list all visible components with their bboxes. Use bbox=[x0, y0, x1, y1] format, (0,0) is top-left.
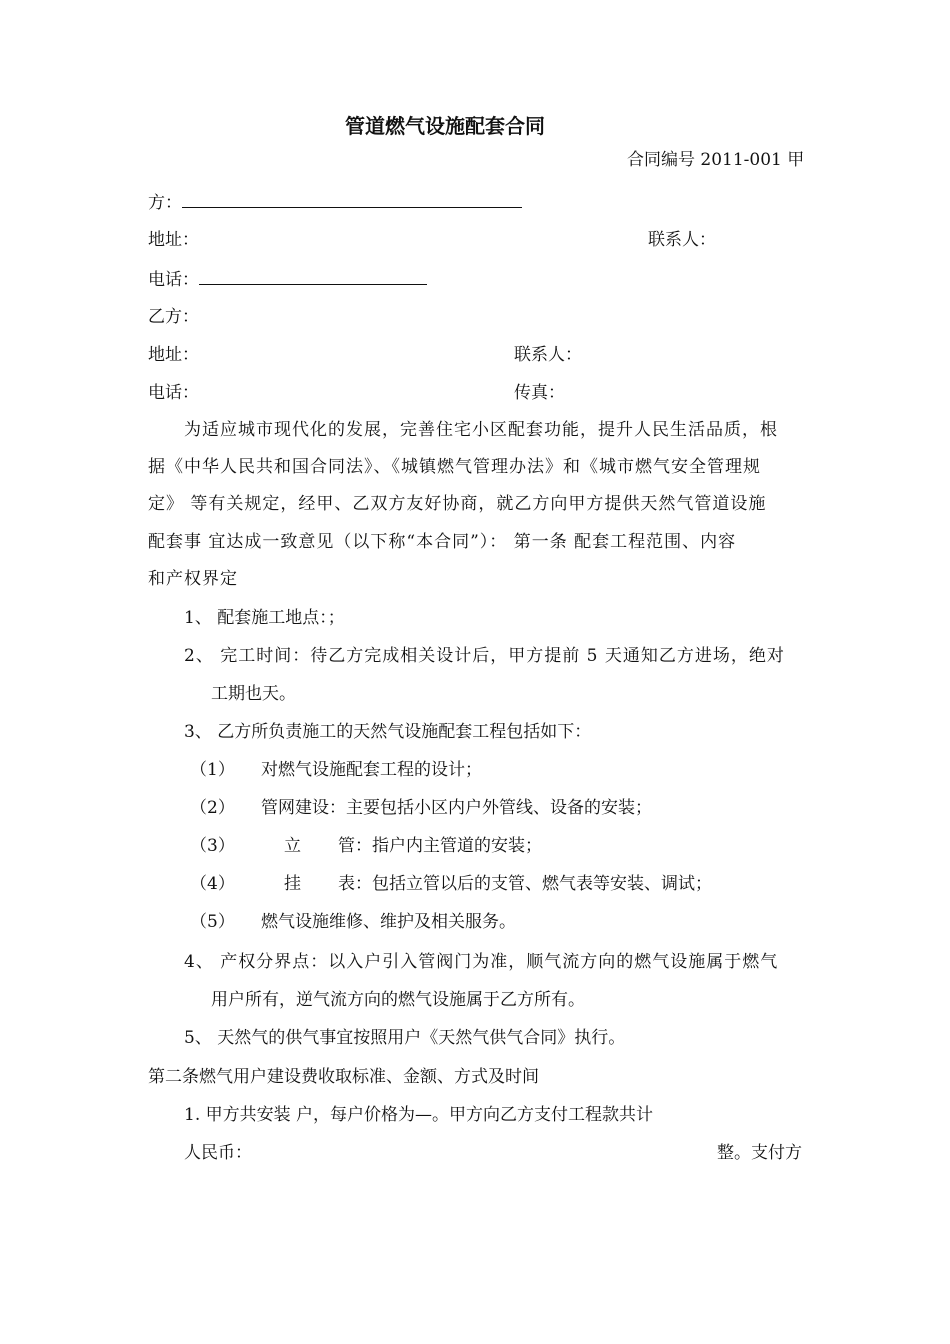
party-a-address-label: 地址： bbox=[148, 230, 199, 250]
subitem-1-number: （1） bbox=[190, 760, 235, 780]
party-b-phone-label: 电话： bbox=[148, 383, 199, 403]
subitem-5-text: 燃气设施维修、维护及相关服务。 bbox=[261, 912, 516, 932]
subitem-4-number: （4） bbox=[190, 874, 235, 894]
subitem-2-number: （2） bbox=[190, 798, 235, 818]
subitem-5-number: （5） bbox=[190, 912, 235, 932]
article-2-clause-1: 1. 甲方共安装 户，每户价格为—。甲方向乙方支付工程款共计 bbox=[184, 1105, 654, 1125]
subitem-3-text: 管：指户内主管道的安装； bbox=[338, 836, 542, 856]
intro-line-4: 配套事 宜达成一致意见（以下称“本合同”）： 第一条 配套工程范围、内容 bbox=[148, 532, 737, 552]
party-a-phone-blank[interactable] bbox=[199, 266, 427, 285]
item-2-line-1: 2、 完工时间：待乙方完成相关设计后，甲方提前 5 天通知乙方进场，绝对 bbox=[184, 646, 785, 666]
party-b-name-label: 乙方： bbox=[148, 307, 199, 327]
contract-number: 合同编号 2011-001 甲 bbox=[627, 150, 805, 170]
party-b-fax-label: 传真： bbox=[514, 383, 565, 403]
party-a-contact-label: 联系人： bbox=[648, 230, 716, 250]
subitem-3-number: （3） bbox=[190, 836, 235, 856]
intro-line-5: 和产权界定 bbox=[148, 569, 238, 589]
subitem-1-text: 对燃气设施配套工程的设计； bbox=[261, 760, 482, 780]
intro-line-1: 为适应城市现代化的发展，完善住宅小区配套功能，提升人民生活品质，根 bbox=[184, 420, 778, 440]
article-2-heading: 第二条燃气用户建设费收取标准、金额、方式及时间 bbox=[148, 1067, 539, 1087]
intro-line-3: 定》 等有关规定，经甲、乙双方友好协商，就乙方向甲方提供天然气管道设施 bbox=[148, 494, 767, 514]
party-a-phone-label: 电话： bbox=[148, 270, 199, 290]
party-a-name-row bbox=[148, 189, 522, 215]
party-b-contact-label: 联系人： bbox=[514, 345, 582, 365]
item-1: 1、 配套施工地点：； bbox=[184, 608, 345, 628]
party-b-address-label: 地址： bbox=[148, 345, 199, 365]
payment-tail: 整。支付方 bbox=[717, 1143, 802, 1163]
item-5: 5、 天然气的供气事宜按照用户《天然气供气合同》执行。 bbox=[184, 1028, 626, 1048]
subitem-4-term: 挂 bbox=[284, 874, 301, 894]
party-a-name-blank[interactable] bbox=[182, 189, 522, 208]
party-a-phone-row bbox=[148, 266, 427, 292]
subitem-2-text: 管网建设：主要包括小区内户外管线、设备的安装； bbox=[261, 798, 652, 818]
subitem-3-term: 立 bbox=[284, 836, 301, 856]
item-4-line-2: 用户所有，逆气流方向的燃气设施属于乙方所有。 bbox=[211, 990, 585, 1010]
intro-line-2: 据《中华人民共和国合同法》、《城镇燃气管理办法》和《城市燃气安全管理规 bbox=[148, 457, 761, 477]
subitem-4-text: 表：包括立管以后的支管、燃气表等安装、调试； bbox=[338, 874, 712, 894]
item-3: 3、 乙方所负责施工的天然气设施配套工程包括如下： bbox=[184, 722, 592, 742]
party-a-name-label: 方： bbox=[148, 193, 182, 213]
item-4-line-1: 4、 产权分界点：以入户引入管阀门为准，顺气流方向的燃气设施属于燃气 bbox=[184, 952, 779, 972]
document-title: 管道燃气设施配套合同 bbox=[345, 114, 545, 138]
rmb-label: 人民币： bbox=[184, 1143, 252, 1163]
item-2-line-2: 工期也天。 bbox=[211, 684, 296, 704]
